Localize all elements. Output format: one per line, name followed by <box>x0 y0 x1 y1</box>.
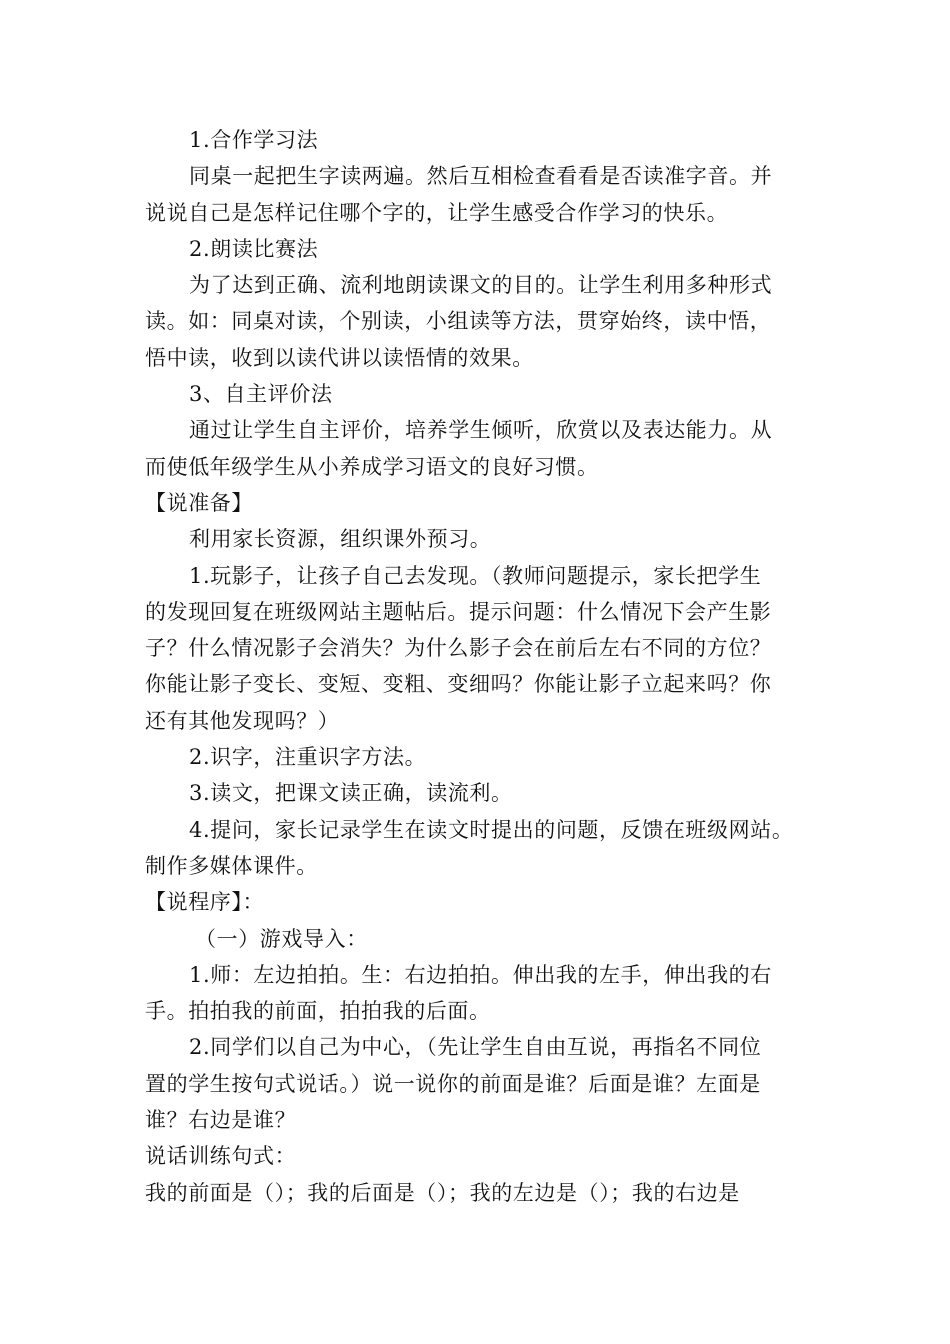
paragraph-line: 置的学生按句式说话。）说一说你的前面是谁？后面是谁？左面是 <box>145 1071 761 1096</box>
paragraph-line: 1.师：左边拍拍。生：右边拍拍。伸出我的左手，伸出我的右 <box>189 962 772 987</box>
paragraph-line: 我的前面是（）；我的后面是（）；我的左边是（）；我的右边是 <box>145 1180 740 1205</box>
section-heading-procedure: 【说程序】： <box>145 890 265 915</box>
paragraph-line: 利用家长资源，组织课外预习。 <box>189 527 492 552</box>
subheading-game-intro: （一）游戏导入： <box>195 926 368 951</box>
paragraph-line: 谁？右边是谁？ <box>145 1108 297 1133</box>
paragraph-line: 而使低年级学生从小养成学习语文的良好习惯。 <box>145 454 599 479</box>
paragraph-line: 手。拍拍我的前面，拍拍我的后面。 <box>145 999 491 1024</box>
section-heading-preparation: 【说准备】 <box>145 490 253 515</box>
paragraph-line: 3.读文，把课文读正确，读流利。 <box>189 781 513 806</box>
paragraph-line: 2.同学们以自己为中心，（先让学生自由互说，再指名不同位 <box>189 1035 762 1060</box>
paragraph-line: 你能让影子变长、变短、变粗、变细吗？你能让影子立起来吗？你 <box>145 672 772 697</box>
heading-cooperative-learning: 1.合作学习法 <box>189 128 319 152</box>
paragraph-line: 子？什么情况影子会消失？为什么影子会在前后左右不同的方位？ <box>145 636 772 661</box>
paragraph-line: 悟中读，收到以读代讲以读悟情的效果。 <box>145 345 534 370</box>
paragraph-line: 2.识字，注重识字方法。 <box>189 745 427 770</box>
heading-self-evaluation: 3、自主评价法 <box>189 382 333 407</box>
paragraph-line: 制作多媒体课件。 <box>145 853 318 878</box>
heading-reading-contest: 2.朗读比赛法 <box>189 236 319 261</box>
paragraph-line: 1.玩影子，让孩子自己去发现。（教师问题提示，家长把学生 <box>189 563 762 588</box>
paragraph-line: 通过让学生自主评价，培养学生倾听，欣赏以及表达能力。从 <box>189 418 773 443</box>
paragraph-line: 还有其他发现吗？） <box>145 708 340 733</box>
paragraph-line: 4.提问，家长记录学生在读文时提出的问题，反馈在班级网站。 <box>189 817 794 842</box>
paragraph-line: 的发现回复在班级网站主题帖后。提示问题：什么情况下会产生影 <box>145 599 772 624</box>
paragraph-line: 说说自己是怎样记住哪个字的，让学生感受合作学习的快乐。 <box>145 200 729 225</box>
paragraph-line: 读。如：同桌对读，个别读，小组读等方法，贯穿始终，读中悟， <box>145 309 772 334</box>
paragraph-line: 同桌一起把生字读两遍。然后互相检查看看是否读准字音。并 <box>189 164 773 189</box>
document-body <box>145 122 810 1211</box>
paragraph-line: 说话训练句式： <box>145 1144 297 1169</box>
paragraph-line: 为了达到正确、流利地朗读课文的目的。让学生利用多种形式 <box>189 273 773 298</box>
